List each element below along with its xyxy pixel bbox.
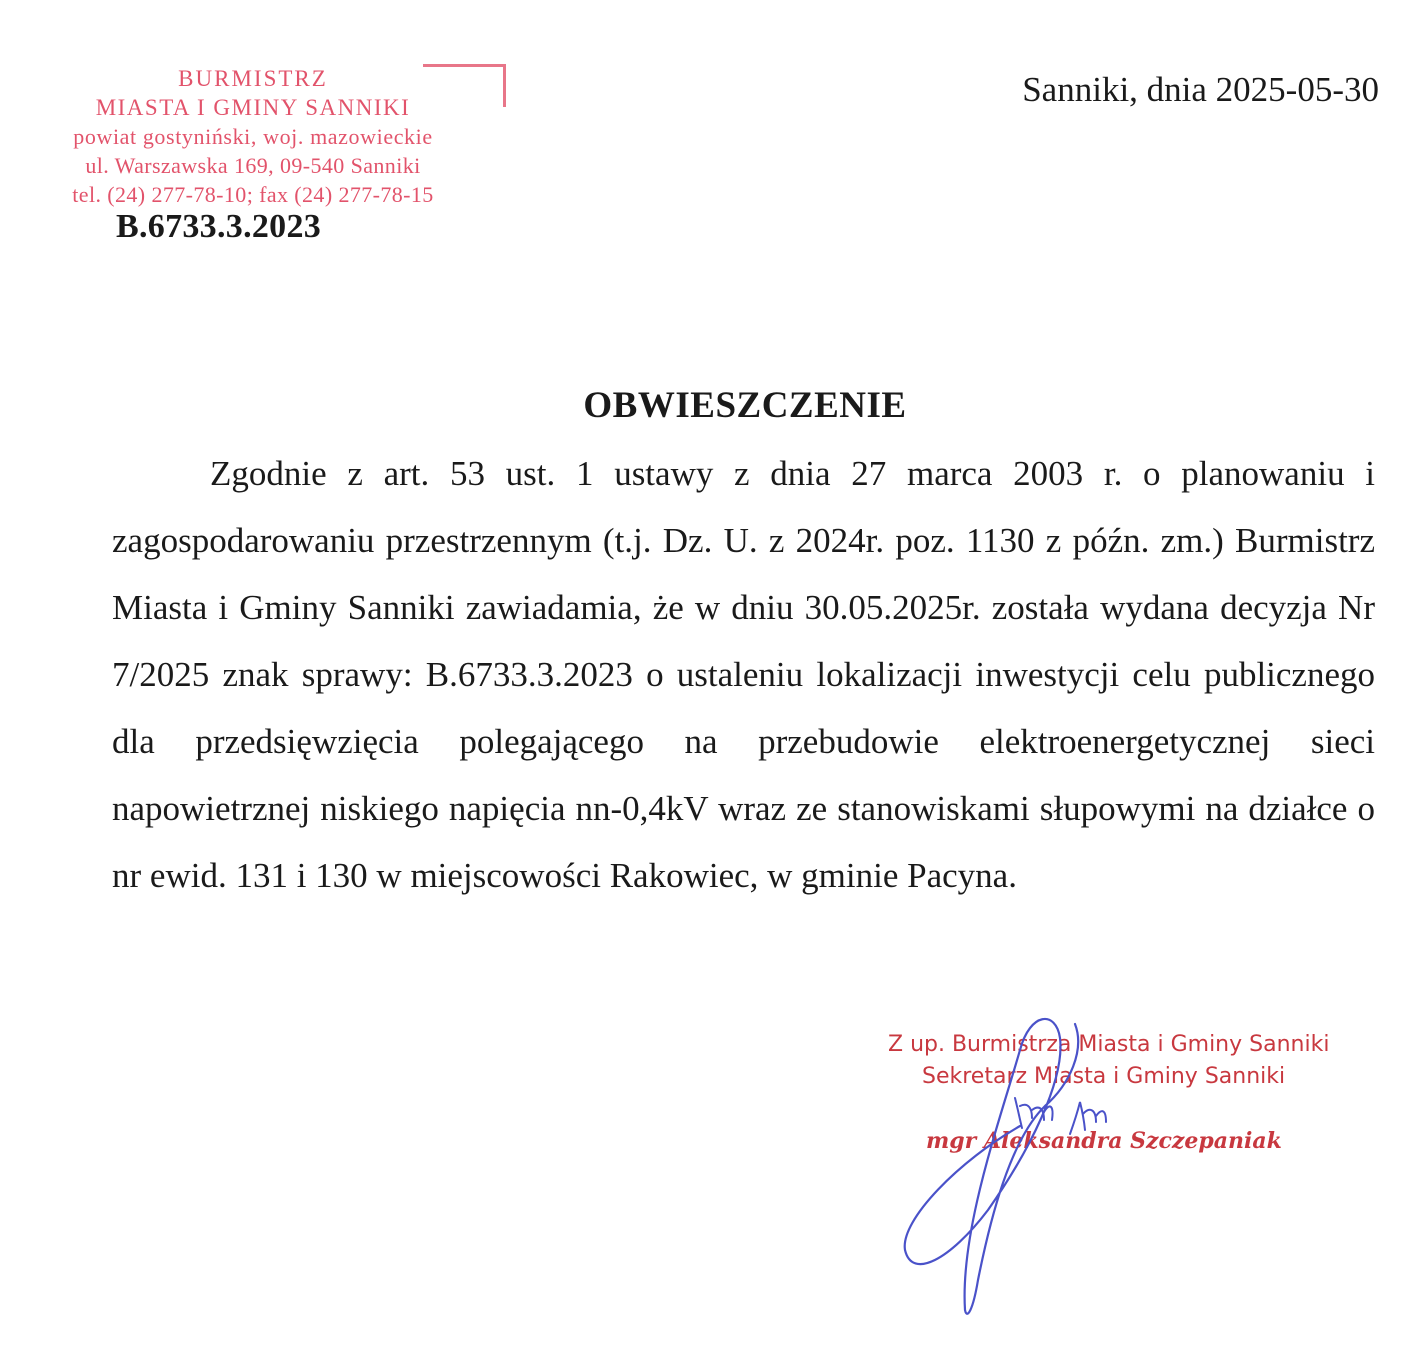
place-date: Sanniki, dnia 2025-05-30 — [1022, 70, 1379, 109]
signature-role-line: Sekretarz Miasta i Gminy Sanniki — [922, 1064, 1286, 1089]
stamp-frame-mark — [423, 64, 506, 107]
stamp-line-3: powiat gostyniński, woj. mazowieckie — [73, 124, 433, 149]
announcement-body: Zgodnie z art. 53 ust. 1 ustawy z dnia 27 marca 2003 r. o planowaniu i zagospodarowaniu przestrzennym (t.j. Dz. U. z 2024r. poz. 1130 z późn. zm.) Burmistrz Miasta i Gminy Sanniki zawiadamia, że w dniu 30.05.2025r. została wydana decyzja Nr 7/2025 znak sprawy: B.6733.3.2023 o ustaleniu lokalizacji inwestycji celu publicznego dla przedsięwzięcia polegającego na przebudowie elektroenergetycznej sieci napowietrznej niskiego napięcia nn-0,4kV wraz ze stanowiskami słupowymi na działce o nr ewid. 131 i 130 w miejscowości Rakowiec, w gminie Pacyna. — [112, 454, 1375, 895]
signature-initial-a — [1015, 1098, 1053, 1128]
handwritten-signature — [870, 1010, 1290, 1330]
signatory-name: mgr Aleksandra Szczepaniak — [926, 1128, 1282, 1154]
signature-authority-line: Z up. Burmistrza Miasta i Gminy Sanniki — [888, 1032, 1330, 1057]
office-stamp — [28, 64, 478, 209]
stamp-line-4: ul. Warszawska 169, 09-540 Sanniki — [85, 153, 421, 178]
case-reference: B.6733.3.2023 — [116, 208, 322, 245]
stamp-line-1: BURMISTRZ — [178, 66, 328, 91]
document-title: OBWIESZCZENIE — [583, 385, 907, 426]
stamp-line-5: tel. (24) 277-78-10; fax (24) 277-78-15 — [72, 182, 434, 207]
stamp-line-2: MIASTA I GMINY SANNIKI — [95, 95, 411, 120]
signature-block — [870, 1010, 1330, 1330]
